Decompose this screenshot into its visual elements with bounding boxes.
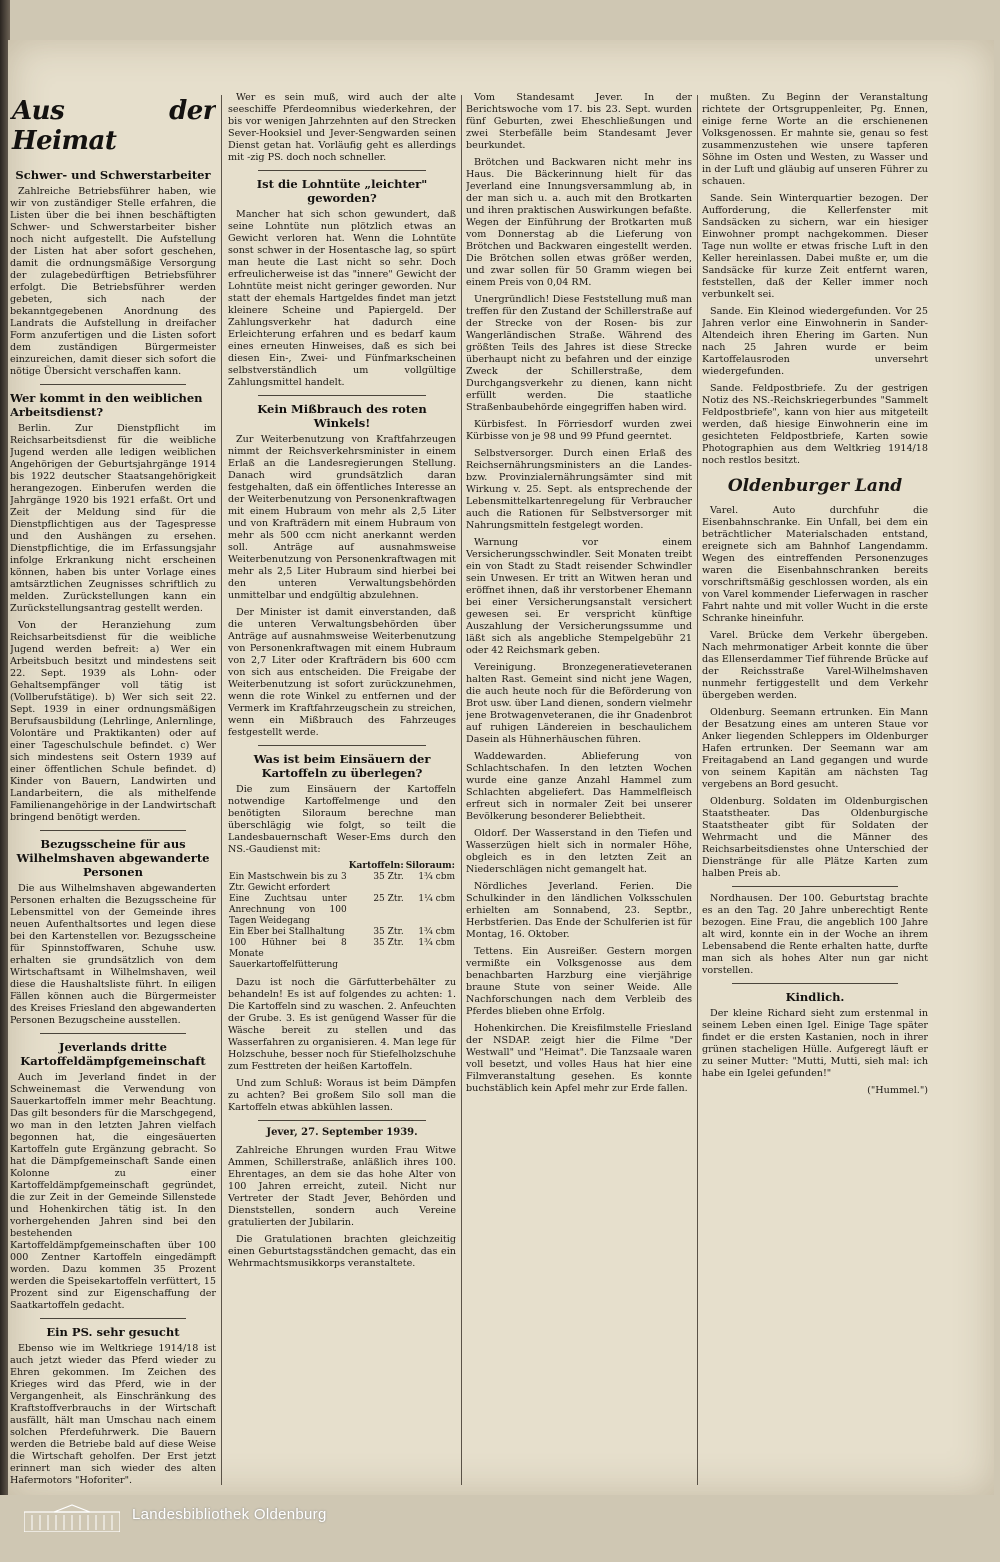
column-1 xyxy=(10,92,216,1487)
table-row xyxy=(228,927,456,938)
table-row xyxy=(228,894,456,927)
divider xyxy=(40,1318,186,1319)
article-title: Jeverlands dritte Kartoffeldämpfgemeinschaft xyxy=(20,1040,206,1068)
table-cell: 1¾ cbm xyxy=(418,927,455,937)
article-title: Bezugsscheine für aus Wilhelmshaven abgewanderte Personen xyxy=(16,837,210,879)
article-text: Unergründlich! Diese Feststellung muß man treffen für den Zustand der Schillerstraße auf der Strecke von der Rosen- bis zur Wangerländischen Straße. Während des größten Teils des Jahres ist diese Strecke überhaupt nicht zu befahren und der einzige Zweck der Schillerstraße, dem Durchgangsverkehr zu dienen, kann nicht erfüllt werden. Die staatliche Straßenbaubehörde eingegriffen haben wird. xyxy=(466,294,692,413)
divider xyxy=(40,384,186,385)
article-text: Auch im Jeverland findet in der Schweinemast die Verwendung von Sauerkartoffeln immer mehr Beachtung. Das gilt besonders für die Marschgegend, wo man in den letzten Jahren vielfach begonnen hat, die eingesäuerten Kartoffeln gute Ergänzung gebracht. So hat die Dämpfgemeinschaft Sande einen Kolonne zu einer Kartoffeldämpfgemeinschaft gegründet, die zur Zeit in der Gemeinde Sillenstede und Hohenkirchen tätig ist. In den vorhergehenden Jahren sind bei den bestehenden Kartoffeldämpfgemeinschaften über 100 000 Zentner Kartoffeln eingedämpft worden. Dazu kommen 35 Prozent werden die Speisekartoffeln verfüttert, 15 Prozent sind zur Eigenschaffung der Saatkartoffeln gedacht. xyxy=(10,1072,216,1311)
column-3 xyxy=(466,92,692,1487)
dateline: Jever, 27. September 1939. xyxy=(266,1127,418,1138)
article-text: Vereinigung. Bronzegeneratieveteranen halten Rast. Gemeint sind nicht jene Wagen, die auch heute noch für die Beförderung von Brot usw. über Land dienen, sondern vielmehr jene Brotwagenveteranen, die ihr Gnadenbrot auf ruhigen Ländereien in beschaulichem Dasein als Hühnerhäuschen führen. xyxy=(466,662,692,745)
table-header: Siloraum: xyxy=(405,861,455,871)
article-text: Von der Heranziehung zum Reichsarbeitsdienst für die weibliche Jugend werden befreit: a) Wer ein Arbeitsbuch besitzt und mindestens seit 22. Sept. 1939 als Lohn- oder Gehaltsempfänger voll tätig ist (Vollberufstätige). b) Wer sich seit 22. Sept. 1939 in einer ordnungsmäßigen Berufsausbildung (Lehrlinge, Anlernlinge, Volontäre und Praktikanten) oder auf einer Tageschulschule befindet. c) Wer sich mindestens seit Ostern 1939 auf einer öffentlichen Schule befindet. d) Kinder von Bauern, Landwirten und Landarbeitern, die als mithelfende Familienangehörige in der Landwirtschaft bringend benötigt werden. xyxy=(10,620,216,823)
article-text: Selbstversorger. Durch einen Erlaß des Reichsernährungsministers an die Landes- bzw. Provinzialernährungsämter sind mit Wirkung v. 25. Sept. als entsprechende der Lebensmittelkartenregelung für Verbraucher auch die Rationen für Selbstversorger mit Nahrungsmitteln festgelegt worden. xyxy=(466,448,692,531)
newspaper-page xyxy=(8,40,994,1495)
article-text: Zahlreiche Ehrungen wurden Frau Witwe Ammen, Schillerstraße, anläßlich ihres 100. Ehrentages, an dem sie das hohe Alter von 100 Jahren erreicht, zuteil. Nicht nur Vertreter der Stadt Jever, Behörden und Dienststellen, sondern auch Vereine gratulierten der Jubilarin. xyxy=(228,1145,456,1228)
masthead-heading: Aus der Heimat xyxy=(12,96,216,156)
article-text: Sande. Feldpostbriefe. Zu der gestrigen Notiz des NS.-Reichskriegerbundes "Sammelt Feldpostbriefe", kann von hier aus mitgeteilt werden, daß hiesige Einwohnerin eine im gesichteten Feldpostbriefe, Karten sowie Photographien aus dem Weltkrieg 1914/18 noch restlos besitzt. xyxy=(702,383,928,466)
divider xyxy=(40,830,186,831)
divider xyxy=(258,395,426,396)
divider xyxy=(732,886,898,887)
column-rule xyxy=(221,95,222,1485)
article-text: Sande. Ein Kleinod wiedergefunden. Vor 25 Jahren verlor eine Einwohnerin in Sander-Altendeich ihren Ehering im Garten. Nun nach 25 Jahren wurde er beim Kartoffelausroden unversehrt wiedergefunden. xyxy=(702,306,928,377)
table-header: Kartoffeln: xyxy=(348,861,404,871)
article-text: Hohenkirchen. Die Kreisfilmstelle Friesland der NSDAP. zeigt hier die Filme "Der Westwall" und "Heimat". Die Tanzsaale waren voll besetzt, und volles Haus hat hier eine Filmveranstaltung gesehen. Es konnte buchstäblich kein Apfel mehr zur Erde fallen. xyxy=(466,1023,692,1094)
article-text: Und zum Schluß: Woraus ist beim Dämpfen zu achten? Bei großem Silo soll man die Kartoffeln etwas abkühlen lassen. xyxy=(228,1078,456,1113)
table-cell: 1¾ cbm xyxy=(418,872,455,882)
article-text: Mancher hat sich schon gewundert, daß seine Lohntüte nun plötzlich etwas an Gewicht verloren hat. Wenn die Lohntüte sonst schwer in der Hosentasche lag, so spürt man heute die Last nicht so sehr. Doch erfreulicherweise ist das "innere" Gewicht der Lohntüte meist nicht geringer geworden. Nur statt der ehemals Hartgeldes findet man jetzt kleinere Scheine und Papiergeld. Der Zahlungsverkehr hat dadurch eine Erleichterung erfahren und es bedarf kaum eines erneuten Hinweises, daß es sich bei diesen Ein-, Zwei- und Fünfmarkscheinen selbstverständlich um vollgültige Zahlungsmittel handelt. xyxy=(228,209,456,388)
silo-table xyxy=(228,861,456,971)
article-text: Varel. Brücke dem Verkehr übergeben. Nach mehrmonatiger Arbeit konnte die über das Ellenserdammer Tief führende Brücke auf der Reichsstraße Varel-Wilhelmshaven nunmehr fertiggestellt und dem Verkehr übergeben werden. xyxy=(702,630,928,701)
article-text: Vom Standesamt Jever. In der Berichtswoche vom 17. bis 23. Sept. wurden fünf Geburten, zwei Eheschließungen und zwei Sterbefälle beim Standesamt Jever beurkundet. xyxy=(466,92,692,151)
article-title: Was ist beim Einsäuern der Kartoffeln zu überlegen? xyxy=(253,752,431,780)
article-title: Kein Mißbrauch des roten Winkels! xyxy=(257,402,427,430)
article-text: Sande. Sein Winterquartier bezogen. Der Aufforderung, die Kellerfenster mit Sandsäcken zu sichern, war ein hiesiger Einwohner prompt nachgekommen. Dieser Tage nun wollte er etwas frische Luft in den Keller hereinlassen. Dabei mußte er, um die Sandsäcke für kurze Zeit entfernt waren, feststellen, daß der Keller immer noch verbunkelt sei. xyxy=(702,193,928,300)
divider xyxy=(258,170,426,171)
table-cell: Eine Zuchtsau unter Anrechnung von 100 Tagen Weidegang xyxy=(229,894,347,926)
divider xyxy=(732,983,898,984)
column-rule xyxy=(697,95,698,1485)
article-text: Zahlreiche Betriebsführer haben, wie wir von zuständiger Stelle erfahren, die Listen über die bei ihnen beschäftigten Schwer- und Schwerstarbeiter bisher noch nicht aufgestellt. Die Aufstellung der Listen hat aber sofort geschehen, damit die ordnungsmäßige Versorgung der zulagebedürftigen Betriebsführer erfolgt. Die Betriebsführer werden gebeten, sich nach der bekanntgegebenen Anordnung des Landrats die Aufstellung in dreifacher Form anzufertigen und die Listen sofort dem zuständigen Bürgermeister einzureichen, damit dieser sich sofort die nötige Übersicht verschaffen kann. xyxy=(10,186,216,377)
article-text: Oldenburg. Seemann ertrunken. Ein Mann der Besatzung eines am unteren Staue vor Anker liegenden Schleppers im Oldenburger Hafen ertrunken. Der Seemann war am Freitagabend an Land gegangen und wurde von seinem Kapitän am nächsten Tag vergebens an Bord gesucht. xyxy=(702,707,928,790)
article-title: Wer kommt in den weiblichen Arbeitsdienst? xyxy=(10,391,203,419)
table-row xyxy=(228,872,456,894)
article-text: Dazu ist noch die Gärfutterbehälter zu behandeln! Es ist auf folgendes zu achten: 1. Die Kartoffeln sind zu waschen. 2. Anfeuchten der Grube. 3. Es ist genügend Wasser für die Wäsche bereit zu stellen und das Wasserfahren zu organisieren. 4. Man lege für Holzschuhe, besser noch für Stiefelholzschuhe zum Festtreten der heißen Kartoffeln. xyxy=(228,977,456,1072)
article-text: Waddewarden. Ablieferung von Schlachtschafen. In den letzten Wochen wurde eine ganze Anzahl Hammel zum Schlachten abgeliefert. Das Hammelfleisch erfreut sich in normaler Zeit bei unserer Bevölkerung besonderer Beliebtheit. xyxy=(466,751,692,822)
table-cell: 1¼ cbm xyxy=(418,894,455,904)
article-text: Oldenburg. Soldaten im Oldenburgischen Staatstheater. Das Oldenburgische Staatstheater gibt für Soldaten der Wehrmacht und die Männer des Reichsarbeitsdienstes ohne Unterschied der Dienstränge für alle Plätze Karten zum halben Preis ab. xyxy=(702,796,928,879)
table-cell: 35 Ztr. xyxy=(373,927,404,937)
article-text: Brötchen und Backwaren nicht mehr ins Haus. Die Bäckerinnung hielt für das Jeverland eine Innungsversammlung ab, in der man sich u. a. auch mit den Brotkarten und ihren praktischen Auswirkungen befaßte. Wegen der Einführung der Brotkarten muß vom Donnerstag ab die Lieferung von Brötchen und Backwaren eingestellt werden. Die Brötchen sollen etwas größer werden, und zwar sollen für 50 Gramm wiegen bei einem Preis von 0,04 RM. xyxy=(466,157,692,288)
article-title: Schwer- und Schwerstarbeiter xyxy=(15,168,211,182)
table-cell: 25 Ztr. xyxy=(373,894,404,904)
article-title: Ist die Lohntüte „leichter" geworden? xyxy=(256,177,428,205)
table-cell: 35 Ztr. xyxy=(373,938,404,948)
article-text: Die zum Einsäuern der Kartoffeln notwendige Kartoffelmenge und den benötigten Siloraum berechne man überschlägig wie folgt, so teilt die Landesbauernschaft Weser-Ems durch den NS.-Gaudienst mit: xyxy=(228,784,456,855)
section-heading: Oldenburger Land xyxy=(727,476,903,496)
article-text: Zur Weiterbenutzung von Kraftfahrzeugen nimmt der Reichsverkehrsminister in einem Erlaß an die Landesregierungen Stellung. Danach wird grundsätzlich daran festgehalten, daß ein öffentliches Interesse an der Weiterbenutzung von Personenkraftwagen mit einem Hubraum von mehr als 2,5 Liter und von Krafträdern mit einem Hubraum von mehr als 500 ccm nicht anerkannt werden soll. Anträge auf ausnahmsweise Weiterbenutzung von Personenkraftwagen mit mehr als 2,5 Liter Hubraum sind hierbei bei den unteren Verwaltungsbehörden unmittelbar und endgültig abzulehnen. xyxy=(228,434,456,601)
table-cell: Ein Eber bei Stallhaltung xyxy=(229,927,345,937)
article-title: Ein PS. sehr gesucht xyxy=(46,1325,180,1339)
library-name: Landesbibliothek Oldenburg xyxy=(132,1506,327,1523)
article-text: Varel. Auto durchfuhr die Eisenbahnschranke. Ein Unfall, bei dem ein beträchtlicher Materialschaden entstand, ereignete sich am Bahnhof Langendamm. Wegen des eintreffenden Personenzuges waren die Eisenbahnschranken bereits vorschriftsmäßig geschlossen worden, als ein von Varel kommender Lieferwagen in rascher Fahrt nahte und mit voller Wucht in die erste Schranke hineinfuhr. xyxy=(702,505,928,624)
article-text: Nordhausen. Der 100. Geburtstag brachte es an den Tag. 20 Jahre unberechtigt Rente bezogen. Eine Frau, die angeblich 100 Jahre alt wird, konnte ein in der Woche an ihrem Lebensabend die Rente erhalten hatte, durfte man sich als hohes Alter nun gar nicht vorstellen. xyxy=(702,893,928,976)
library-building-icon xyxy=(24,1504,120,1532)
article-text: Der Minister ist damit einverstanden, daß die unteren Verwaltungsbehörden über Anträge auf ausnahmsweise Weiterbenutzung von Personenkraftwagen mit einem Hubraum von 2,7 Liter oder Krafträdern bis 600 ccm von sich aus entscheiden. Die Freigabe der Weiterbenutzung ist sofort zurückzunehmen, wenn die rote Winkel zu entfernen und der Vermerk im Kraftfahrzeugschein zu streichen, wenn ein Mißbrauch des Fahrzeuges festgestellt werde. xyxy=(228,607,456,738)
column-2 xyxy=(228,92,456,1487)
table-row xyxy=(228,938,456,971)
article-text: Tettens. Ein Ausreißer. Gestern morgen vermißte ein Volksgenosse aus dem benachbarten Harzburg eine vierjährige braune Stute von seiner Weide. Alle Nachforschungen nach dem Verbleib des Pferdes blieben ohne Erfolg. xyxy=(466,946,692,1017)
table-cell: 35 Ztr. xyxy=(373,872,404,882)
divider xyxy=(40,1033,186,1034)
table-cell: Ein Mastschwein bis zu 3 Ztr. Gewicht erfordert xyxy=(229,872,347,893)
article-text: Kürbisfest. In Förriesdorf wurden zwei Kürbisse von je 98 und 99 Pfund geerntet. xyxy=(466,419,692,442)
article-text: Wer es sein muß, wird auch der alte seeschiffe Pferdeomnibus wiederkehren, der bis vor wenigen Jahrzehnten auf den Strecken Sever-Hooksiel und Jever-Sengwarden seinen Dienst getan hat. Vorläufig geht es allerdings mit -zig PS. doch noch schneller. xyxy=(228,92,456,163)
article-signoff: ("Hummel.") xyxy=(867,1085,928,1096)
article-text: Warnung vor einem Versicherungsschwindler. Seit Monaten treibt ein von Stadt zu Stadt reisender Schwindler sein Unwesen. Er tritt an Witwen heran und eröffnet ihnen, daß ihr verstorbener Ehemann bei einer Versicherungsanstalt versichert gewesen sei. Er verspricht künftige Auszahlung der Versicherungssumme und läßt sich als angebliche Stempelgebühr 21 oder 42 Reichsmark geben. xyxy=(466,537,692,656)
article-text: Die Gratulationen brachten gleichzeitig einen Geburtstagsständchen gemacht, das ein Wehrmachtsmusikkorps veranstaltete. xyxy=(228,1234,456,1269)
article-text: Ebenso wie im Weltkriege 1914/18 ist auch jetzt wieder das Pferd wieder zu Ehren gekommen. Im Zeichen des Krieges wird das Pferd, wie in der Vergangenheit, als Einschränkung des Kraftstoffverbrauchs in der Wirtschaft ausfällt, hält man Umschau nach einem solchen Pferdefuhrwerk. Die Bauern werden die Betriebe bald auf diese Weise die Wirtschaft geholfen. Der Erst jetzt erinnert man sich wieder des alten Hafermotors "Hoforiter". xyxy=(10,1343,216,1486)
article-text: Oldorf. Der Wasserstand in den Tiefen und Wasserzügen hielt sich in normaler Höhe, obgleich es in den letzten Zeit an Niederschlägen nicht gemangelt hat. xyxy=(466,828,692,875)
column-4 xyxy=(702,92,928,1487)
article-text: Nördliches Jeverland. Ferien. Die Schulkinder in den ländlichen Volksschulen erhielten am Sonnabend, 23. Septbr., Herbstferien. Das Ende der Schulferien ist für Montag, 16. Oktober. xyxy=(466,881,692,940)
column-rule xyxy=(461,95,462,1485)
table-header-row xyxy=(228,861,456,872)
divider xyxy=(258,1120,426,1121)
article-title: Kindlich. xyxy=(785,990,845,1004)
divider xyxy=(258,745,426,746)
article-text: Der kleine Richard sieht zum erstenmal in seinem Leben einen Igel. Einige Tage später findet er die ersten Kastanien, noch in ihrer grünen stacheligen Hülle. Aufgeregt läuft er zu seiner Mutter: "Mutti, Mutti, sieh mal: ich habe ein Igelei gefunden!" xyxy=(702,1008,928,1079)
table-cell: 1¾ cbm xyxy=(418,938,455,948)
article-text: Berlin. Zur Dienstpflicht im Reichsarbeitsdienst für die weibliche Jugend werden alle ledigen weiblichen Angehörigen der Geburtsjahrgänge 1914 bis 1922 deutscher Staatsangehörigkeit herangezogen. Einberufen werden die Jahrgänge 1920 bis 1921 erfaßt. Ort und Zeit der Meldung sind für die Dienstpflichtigen aus der Tagespresse und den Aushängen zu ersehen. Dienstpflichtige, die im Erfassungsjahr infolge Erkrankung nicht erscheinen können, haben bis unter Vorlage eines amtsärztlichen Zeugnisses schriftlich zu melden. Zurückstellungen kann ein Zurückstellungsantrag gestellt werden. xyxy=(10,423,216,614)
table-cell: 100 Hühner bei 8 Monate Sauerkartoffelfütterung xyxy=(229,938,347,970)
article-text: mußten. Zu Beginn der Veranstaltung richtete der Ortsgruppenleiter, Pg. Ennen, einige ferne Worte an die erschienenen Volksgenossen. Er mahnte sie, genau so fest zusammenzustehen wie unsere tapferen Söhne im Osten und Westen, zu Wasser und in der Luft und gläubig auf unseren Führer zu schauen. xyxy=(702,92,928,187)
article-text: Die aus Wilhelmshaven abgewanderten Personen erhalten die Bezugsscheine für Lebensmittel von der Gemeinde ihres neuen Aufenthaltsortes und legen diese bei den Kartenstellen vor. Bezugsscheine für Spinnstoffwaren, Schuhe usw. erhalten sie grundsätzlich von dem Wirtschaftsamt in Wilhelmshaven, weil diese die Haushaltsliste führt. In eiligen Fällen können auch die Bürgermeister des Kreises Friesland den abgewanderten Personen Bezugscheine ausstellen. xyxy=(10,883,216,1026)
